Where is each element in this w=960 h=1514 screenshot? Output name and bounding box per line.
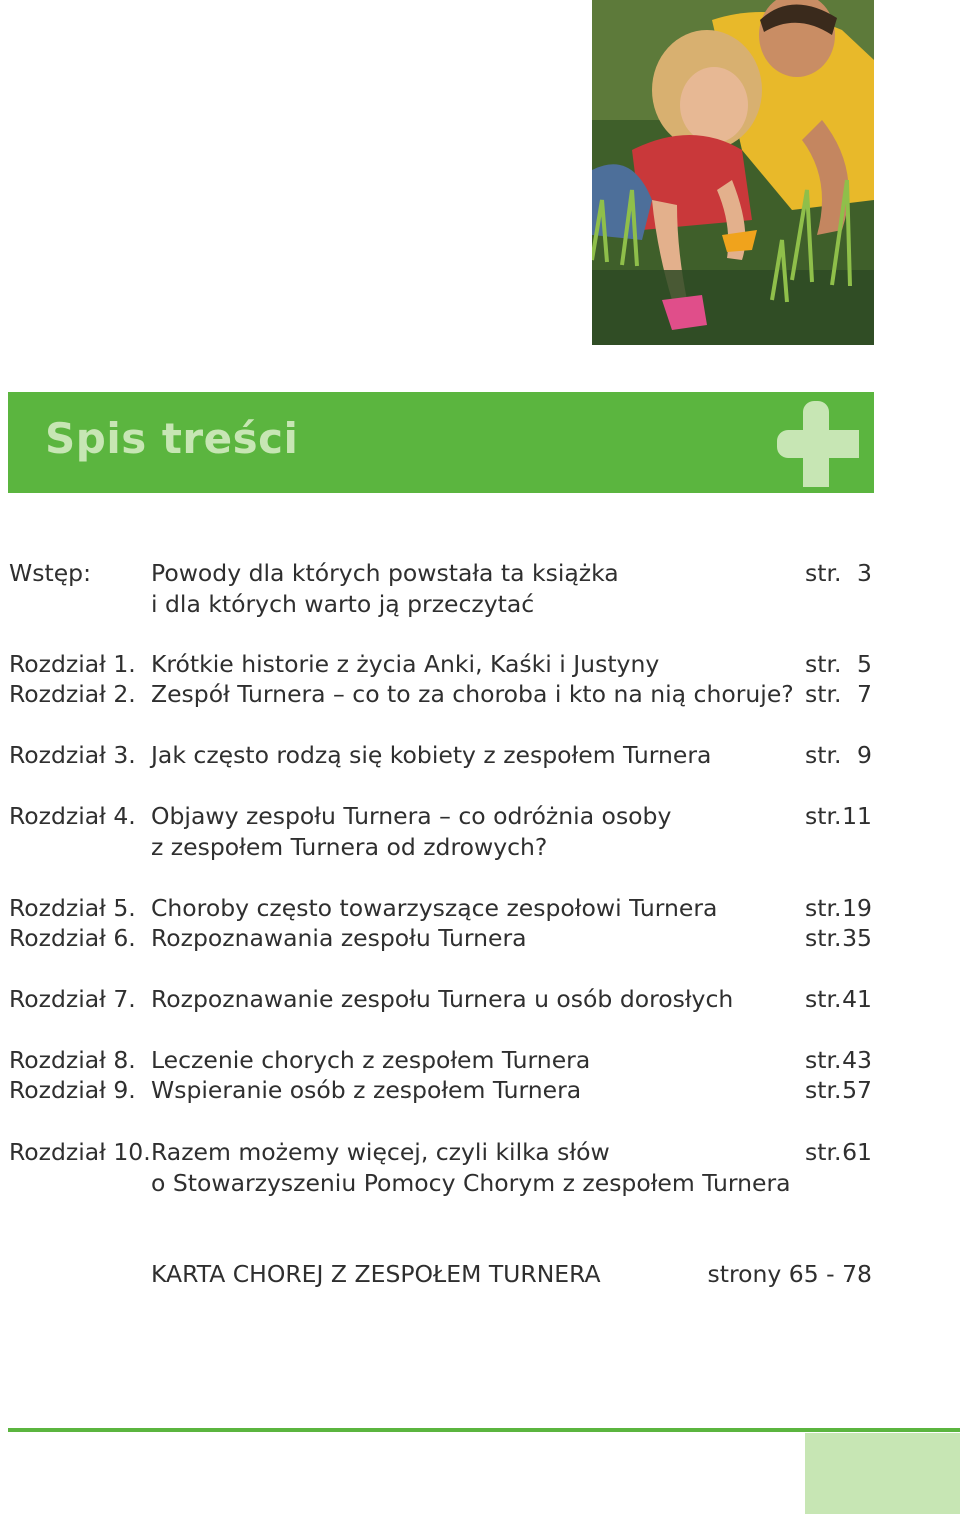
toc-title: Jak często rodzą się kobiety z zespołem Turnera <box>151 741 712 769</box>
footer-divider <box>8 1428 960 1432</box>
toc-str: str. <box>805 741 842 769</box>
toc-str: str. <box>805 1138 842 1166</box>
toc-title <box>151 801 801 862</box>
toc-title: Krótkie historie z życia Anki, Kaśki i Justyny <box>151 650 660 678</box>
toc-label: Rozdział 5. <box>9 894 136 922</box>
toc-str: str. <box>805 680 842 708</box>
toc-page: 43 <box>842 1046 872 1074</box>
toc-label: Rozdział 7. <box>9 985 136 1013</box>
toc-label: Rozdział 8. <box>9 1046 136 1074</box>
toc-title-line: Objawy zespołu Turnera – co odróżnia osoby <box>151 802 672 830</box>
page-title: Spis treści <box>45 414 299 463</box>
toc-title: Choroby często towarzyszące zespołowi Turnera <box>151 894 718 922</box>
toc-label: Rozdział 1. <box>9 650 136 678</box>
toc-label: Rozdział 4. <box>9 802 136 830</box>
toc-page: 9 <box>857 741 872 769</box>
toc-page: 19 <box>842 894 872 922</box>
footer-accent-block <box>805 1433 960 1514</box>
toc-str: str. <box>805 894 842 922</box>
toc-label: Rozdział 6. <box>9 924 136 952</box>
toc-label: Wstęp: <box>9 559 91 587</box>
toc-page: 57 <box>842 1076 872 1104</box>
toc-str: str. <box>805 802 842 830</box>
toc-title: Leczenie chorych z zespołem Turnera <box>151 1046 591 1074</box>
toc-title-line: Powody dla których powstała ta książka <box>151 559 619 587</box>
toc-str: str. <box>805 1076 842 1104</box>
toc-str: str. <box>805 559 842 587</box>
toc-page: 3 <box>857 559 872 587</box>
toc-page: 35 <box>842 924 872 952</box>
karta-pages: strony 65 - 78 <box>707 1260 872 1288</box>
toc-title-line: o Stowarzyszeniu Pomocy Chorym z zespołem Turnera <box>151 1168 791 1197</box>
toc-label: Rozdział 9. <box>9 1076 136 1104</box>
toc-page: 41 <box>842 985 872 1013</box>
toc-title: Zespół Turnera – co to za choroba i kto na nią choruje? <box>151 680 794 708</box>
toc-title: Wspieranie osób z zespołem Turnera <box>151 1076 582 1104</box>
toc-str: str. <box>805 1046 842 1074</box>
karta-title[interactable]: KARTA CHOREJ Z ZESPOŁEM TURNERA <box>151 1260 601 1288</box>
toc-title-line: z zespołem Turnera od zdrowych? <box>151 832 548 861</box>
toc-title <box>151 1137 801 1198</box>
toc-label: Rozdział 3. <box>9 741 136 769</box>
toc-page: 7 <box>857 680 872 708</box>
toc-title-line: i dla których warto ją przeczytać <box>151 589 535 618</box>
toc-title: Rozpoznawanie zespołu Turnera u osób dorosłych <box>151 985 734 1013</box>
toc-title: Rozpoznawania zespołu Turnera <box>151 924 527 952</box>
toc-page: 11 <box>842 802 872 830</box>
toc-page: 61 <box>842 1138 872 1166</box>
toc-title <box>151 558 801 619</box>
toc-title-line: Razem możemy więcej, czyli kilka słów <box>151 1138 610 1166</box>
toc-str: str. <box>805 924 842 952</box>
toc-str: str. <box>805 985 842 1013</box>
toc-label: Rozdział 2. <box>9 680 136 708</box>
toc-label: Rozdział 10. <box>9 1138 151 1166</box>
toc-str: str. <box>805 650 842 678</box>
toc-page: 5 <box>857 650 872 678</box>
